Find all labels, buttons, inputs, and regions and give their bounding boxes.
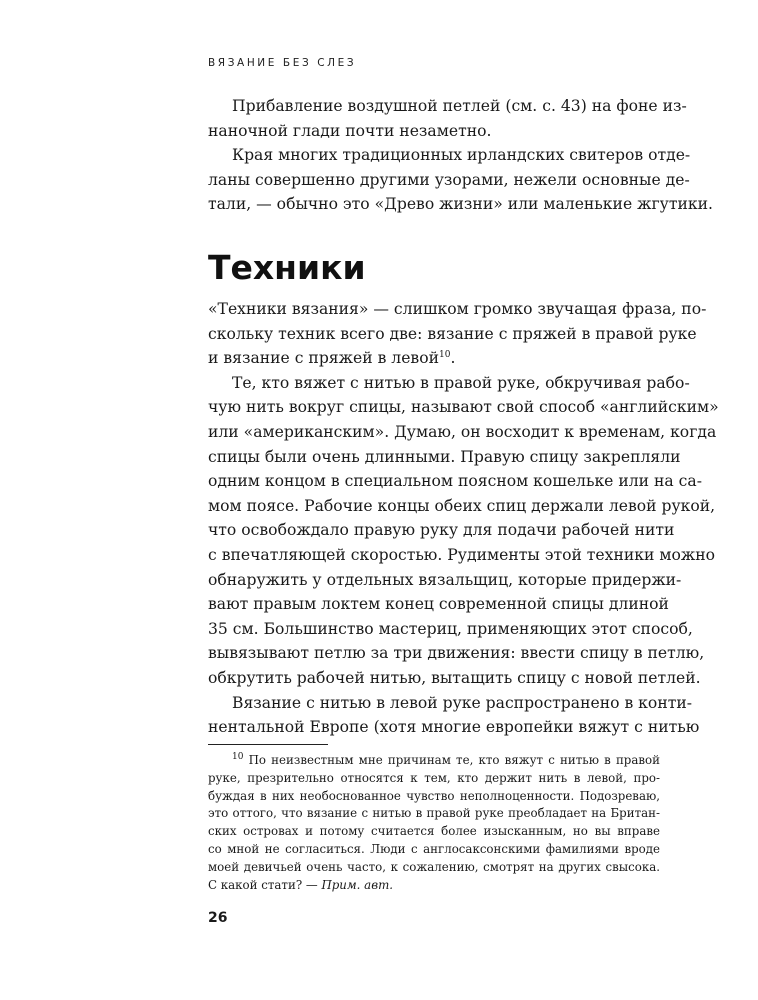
running-head: ВЯЗАНИЕ БЕЗ СЛЕЗ (208, 57, 357, 69)
text-line: Прибавление воздушной петлей (см. с. 43) на фоне из- (232, 97, 687, 115)
text-line: наночной глади почти незаметно. (208, 121, 492, 140)
text-line: спицы были очень длинными. Правую спицу закрепляли (208, 447, 681, 466)
text-line: «Техники вязания» — слишком громко звучащая фраза, по- (208, 300, 707, 318)
paragraph (208, 371, 719, 691)
footnote-line: со мной не согласиться. Люди с англосаксонскими фамилиями вроде (208, 841, 660, 856)
paragraph-block-main (208, 297, 719, 740)
section-heading: Техники (208, 248, 366, 287)
text-line: тали, — обычно это «Древо жизни» или маленькие жгутики. (208, 195, 713, 214)
text-line: скольку техник всего две: вязание с пряжей в правой руке (208, 324, 697, 343)
paragraph-block-top (208, 94, 713, 217)
footnote-line (208, 752, 660, 770)
text-line: с впечатляющей скоростью. Рудименты этой техники можно (208, 545, 715, 564)
paragraph (208, 691, 700, 740)
footnote-divider (208, 744, 328, 745)
footnote-line: это оттого, что вязание с нитью в правой руке преобладает на Британ- (208, 806, 660, 821)
text-line: или «американским». Думаю, он восходит к временам, когда (208, 422, 717, 441)
text-line: обнаружить у отдельных вязальщиц, которые придержи- (208, 570, 682, 589)
paragraph (208, 297, 707, 371)
footnote-line: моей девичьей очень часто, к сожалению, смотрят на других свысока. (208, 859, 660, 874)
text-line: ланы совершенно другими узорами, нежели основные де- (208, 170, 690, 189)
text-line: Вязание с нитью в левой руке распространено в конти- (232, 693, 693, 712)
footnote-line: буждая в них необоснованное чувство неполноценности. Подозреваю, (208, 788, 660, 803)
text-line: чую нить вокруг спицы, называют свой способ «английским» (208, 398, 719, 417)
text-line: мом поясе. Рабочие концы обеих спиц держали левой рукой, (208, 496, 716, 515)
author-note: Прим. авт. (321, 877, 394, 892)
footnote-number: 10 (232, 752, 244, 763)
text-fragment: С какой стати? — (208, 877, 322, 892)
text-line: вывязывают петлю за три движения: ввести спицу в петлю, (208, 644, 705, 663)
text-line: 35 см. Большинство мастериц, применяющих этот способ, (208, 619, 693, 638)
paragraph (208, 94, 687, 143)
text-line: Края многих традиционных ирландских свитеров отде- (232, 146, 691, 165)
text-line: что освобождало правую руку для подачи рабочей нити (208, 521, 675, 540)
footnote (208, 752, 660, 894)
text-line: Те, кто вяжет с нитью в правой руке, обкручивая рабо- (232, 373, 690, 392)
text-line: и вязание с пряжей в левой$^{10}$. (208, 349, 456, 368)
paragraph (208, 143, 713, 217)
footnote-line: ских островах и потому считается более изысканным, но вы вправе (208, 824, 660, 839)
text-fragment: По неизвестным мне причинам те, кто вяжут с нитью в правой (248, 753, 660, 767)
footnote-reference: 10 (439, 350, 451, 360)
text-line: обкрутить рабочей нитью, вытащить спицу с новой петлей. (208, 668, 701, 687)
text-fragment: и вязание с пряжей в левой (208, 349, 439, 368)
text-line: вают правым локтем конец современной спицы длиной (208, 595, 669, 614)
footnote-line (208, 877, 660, 895)
text-line: нентальной Европе (хотя многие европейки вяжут с нитью (208, 718, 700, 737)
page-number: 26 (208, 910, 228, 926)
footnote-line: руке, презрительно относятся к тем, кто держит нить в левой, про- (208, 770, 660, 785)
text-line: одним концом в специальном поясном кошельке или на са- (208, 472, 702, 491)
